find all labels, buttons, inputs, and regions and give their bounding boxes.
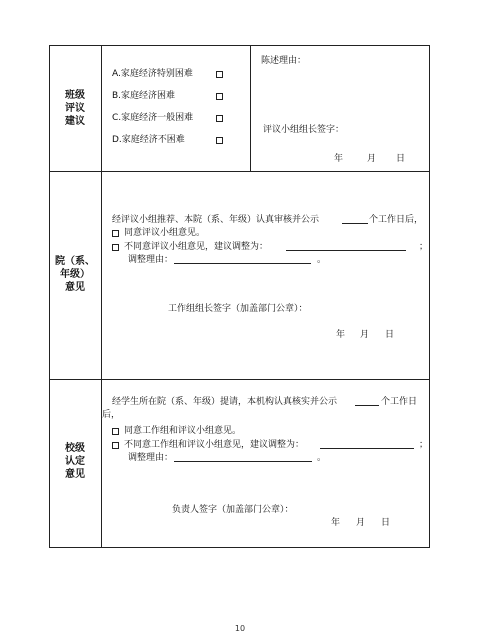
school-intro-end: 个工作日 — [381, 397, 418, 407]
school-disagree-label: 不同意工作组和评议小组意见，建议调整为： — [124, 440, 305, 450]
section-divider-1 — [50, 171, 429, 172]
option-b-checkbox[interactable] — [216, 93, 223, 100]
class-label-line-3: 建议 — [65, 116, 85, 127]
school-agree-label: 同意工作组和评议小组意见。 — [124, 426, 242, 436]
school-days-blank[interactable] — [355, 405, 379, 406]
school-adjust-blank[interactable] — [320, 448, 414, 449]
college-signature-label: 工作组组长签字（加盖部门公章）： — [168, 304, 308, 314]
college-section-label — [50, 255, 100, 294]
school-label-line-3: 意见 — [65, 469, 85, 480]
label-column-divider — [101, 46, 102, 547]
class-signature-label: 评议小组组长签字： — [263, 125, 345, 135]
class-label-line-2: 评议 — [65, 103, 85, 114]
school-date-year: 年 — [331, 518, 341, 528]
class-section-label — [50, 89, 100, 128]
college-adjust-reason-label: 调整理由： — [128, 255, 174, 265]
college-label-line-2: 年级） — [60, 269, 90, 280]
college-intro-end: 个工作日后， — [369, 215, 424, 225]
college-agree-checkbox[interactable] — [112, 230, 119, 237]
option-a-label: A.家庭经济特别困难 — [112, 69, 193, 79]
college-reason-blank[interactable] — [174, 263, 311, 264]
school-disagree-end: ； — [419, 440, 429, 450]
school-label-line-1: 校级 — [65, 443, 85, 454]
college-days-blank[interactable] — [342, 223, 368, 224]
school-adjust-end: 。 — [317, 453, 327, 463]
school-agree-checkbox[interactable] — [112, 428, 119, 435]
college-date-day: 日 — [385, 330, 395, 340]
school-signature-label: 负责人签字（加盖部门公章）： — [172, 505, 294, 515]
college-disagree-end: ； — [419, 242, 429, 252]
college-intro: 经评议小组推荐、本院（系、年级）认真审核并公示 — [112, 215, 320, 225]
class-label-line-1: 班级 — [65, 90, 85, 101]
school-reason-blank[interactable] — [174, 461, 312, 462]
college-disagree-label: 不同意评议小组意见，建议调整为： — [124, 242, 269, 252]
college-agree-label: 同意评议小组意见。 — [124, 228, 206, 238]
class-date-month: 月 — [367, 154, 377, 164]
college-label-line-1: 院（系、 — [55, 256, 95, 267]
class-date-year: 年 — [334, 154, 344, 164]
section-divider-2 — [50, 379, 429, 380]
school-section-label — [50, 442, 100, 481]
school-adjust-reason-label: 调整理由： — [128, 453, 174, 463]
class-section-divider — [250, 46, 251, 171]
option-c-checkbox[interactable] — [216, 115, 223, 122]
page-number: 10 — [234, 624, 246, 633]
option-c-label: C.家庭经济一般困难 — [112, 113, 194, 123]
class-date-day: 日 — [396, 154, 406, 164]
college-date-year: 年 — [336, 330, 346, 340]
option-d-checkbox[interactable] — [216, 137, 223, 144]
school-date-month: 月 — [356, 518, 366, 528]
college-adjust-end: 。 — [317, 255, 327, 265]
college-adjust-blank[interactable] — [286, 250, 406, 251]
class-reason-label: 陈述理由： — [261, 56, 307, 66]
approval-form-table — [49, 45, 430, 548]
college-disagree-checkbox[interactable] — [112, 244, 119, 251]
school-label-line-2: 认定 — [65, 456, 85, 467]
college-label-line-3: 意见 — [65, 282, 85, 293]
college-date-month: 月 — [360, 330, 370, 340]
school-date-day: 日 — [381, 518, 391, 528]
school-intro: 经学生所在院（系、年级）提请，本机构认真核实并公示 — [112, 397, 338, 407]
option-b-label: B.家庭经济困难 — [112, 91, 176, 101]
option-a-checkbox[interactable] — [216, 71, 223, 78]
option-d-label: D.家庭经济不困难 — [112, 135, 185, 145]
school-intro-wrap: 后， — [102, 410, 121, 420]
school-disagree-checkbox[interactable] — [112, 442, 119, 449]
